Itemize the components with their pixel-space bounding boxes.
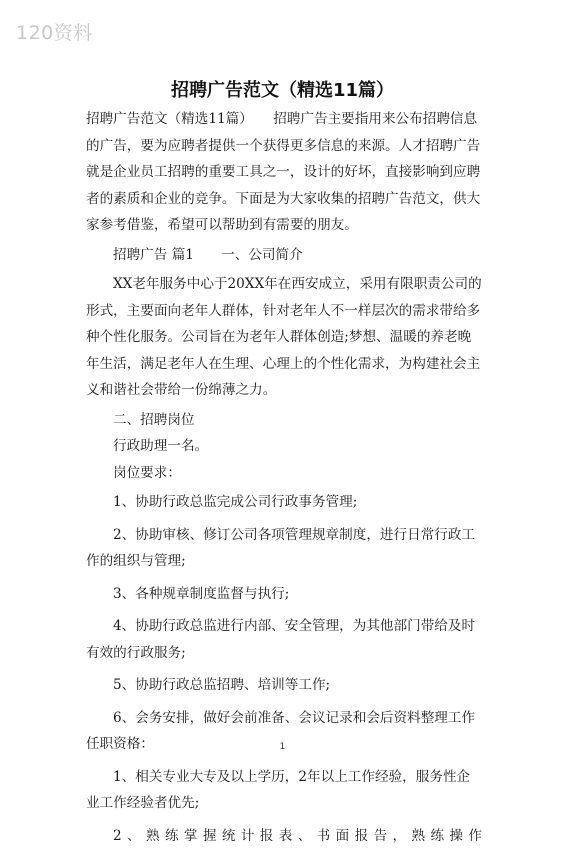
requirements-heading: 岗位要求： bbox=[86, 460, 482, 487]
document-title: 招聘广告范文（精选11篇） bbox=[0, 76, 565, 102]
requirement-item: 4、协助行政总监进行内部、安全管理，为其他部门带给及时有效的行政服务; bbox=[86, 613, 482, 666]
page-number: 1 bbox=[0, 742, 565, 752]
requirement-item: 5、协助行政总监招聘、培训等工作; bbox=[86, 672, 482, 699]
document-body bbox=[86, 106, 482, 849]
position-text: 行政助理一名。 bbox=[86, 433, 482, 460]
qualification-item: 2、熟练掌握统计报表、书面报告，熟练操作 bbox=[86, 823, 482, 849]
company-intro-paragraph: XX老年服务中心于20XX年在西安成立，采用有限职责公司的形式，主要面向老年人群体，针对老年人不一样层次的需求带给多种个性化服务。公司旨在为老年人群体创造;梦想、温暖的养老晚年生活，满足老年人在生理、心理上的个性化需求，为构建社会主义和谐社会带给一份绵薄之力。 bbox=[86, 271, 482, 404]
intro-paragraph: 招聘广告范文（精选11篇） 招聘广告主要指用来公布招聘信息的广告，要为应聘者提供一个获得更多信息的来源。人才招聘广告就是企业员工招聘的重要工具之一，设计的好坏，直接影响到应聘者的素质和企业的竞争。下面是为大家收集的招聘广告范文，供大家参考借鉴，希望可以帮助到有需要的朋友。 bbox=[86, 106, 482, 239]
requirement-item: 1、协助行政总监完成公司行政事务管理; bbox=[86, 489, 482, 516]
qualification-item: 1、相关专业大专及以上学历，2年以上工作经验，服务性企业工作经验者优先; bbox=[86, 764, 482, 817]
requirement-item: 2、协助审核、修订公司各项管理规章制度，进行日常行政工作的组织与管理; bbox=[86, 522, 482, 575]
requirement-item: 3、各种规章制度监督与执行; bbox=[86, 581, 482, 608]
recruit-heading: 二、招聘岗位 bbox=[86, 407, 482, 434]
watermark-logo: 120资料 bbox=[16, 18, 93, 45]
requirement-item: 6、会务安排，做好会前准备、会议记录和会后资料整理工作任职资格： bbox=[86, 705, 482, 758]
section-heading: 招聘广告 篇1 一、公司简介 bbox=[86, 242, 482, 269]
